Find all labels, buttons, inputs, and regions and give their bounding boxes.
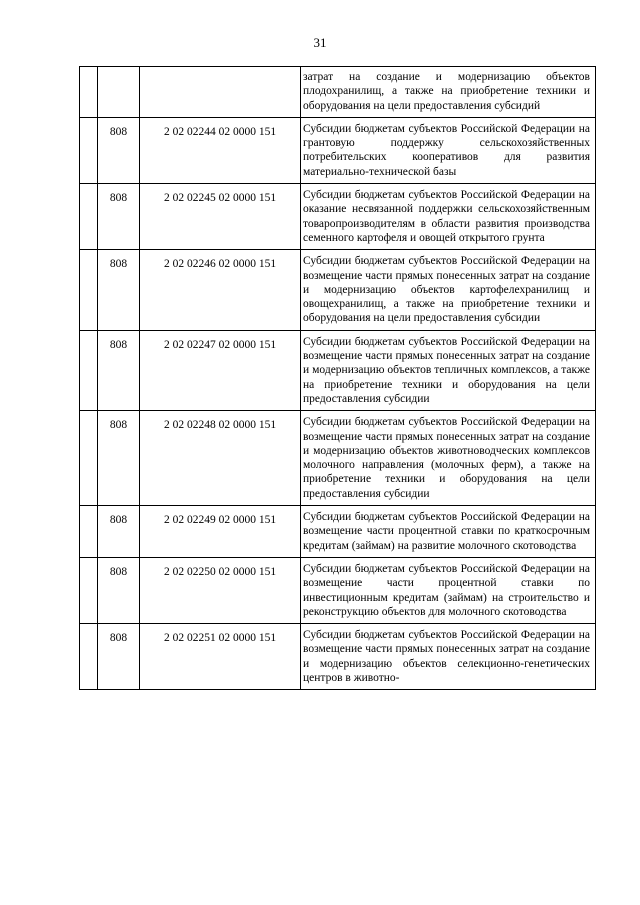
description-cell: [301, 67, 596, 118]
table-row: [80, 557, 596, 623]
budget-codes-table: [79, 66, 596, 690]
row-marker-cell: [80, 117, 98, 183]
budget-code-cell: 2 02 02249 02 0000 151: [140, 506, 301, 558]
description-cell: [301, 250, 596, 330]
description-text: Субсидии бюджетам субъектов Российской Федерации на возмещение части процентной ставки по инвестиционным кредитам (займам) на строительство и реконструкцию объектов для молочного скотоводства: [303, 562, 590, 618]
description-text: Субсидии бюджетам субъектов Российской Федерации на возмещение части прямых понесенных затрат на создание и модернизацию объектов селекционно-генетических центров в животно-: [303, 629, 590, 684]
row-marker-cell: [80, 411, 98, 506]
description-text: Субсидии бюджетам субъектов Российской Федерации на оказание несвязанной поддержки сельскохозяйственным товаропроизводителям в области развития производства семенного картофеля и овощей открытого грунта: [303, 189, 590, 244]
row-marker-cell: [80, 557, 98, 623]
description-text: Субсидии бюджетам субъектов Российской Федерации на возмещение части прямых понесенных затрат на создание и модернизацию объектов картофелехранилищ и овощехранилищ, а также на приобретение техники и оборудования на цели предоставления субсидии: [303, 255, 590, 325]
table-row: [80, 67, 596, 118]
row-marker-cell: [80, 184, 98, 250]
table-row: [80, 117, 596, 183]
admin-code-cell: [98, 67, 140, 118]
description-text: затрат на создание и модернизацию объектов плодохранилищ, а также на приобретение техники и оборудования на цели предоставления субсидий: [303, 71, 590, 112]
description-cell: [301, 117, 596, 183]
budget-code-cell: 2 02 02246 02 0000 151: [140, 250, 301, 330]
budget-code-cell: 2 02 02244 02 0000 151: [140, 117, 301, 183]
admin-code-cell: 808: [98, 506, 140, 558]
table-row: [80, 506, 596, 558]
admin-code-cell: 808: [98, 330, 140, 410]
admin-code-cell: 808: [98, 557, 140, 623]
row-marker-cell: [80, 506, 98, 558]
row-marker-cell: [80, 250, 98, 330]
description-text: Субсидии бюджетам субъектов Российской Федерации на грантовую поддержку сельскохозяйственных потребительских кооперативов для развития материально-технической базы: [303, 122, 590, 178]
description-cell: [301, 330, 596, 410]
description-cell: [301, 184, 596, 250]
table-row: [80, 184, 596, 250]
row-marker-cell: [80, 67, 98, 118]
description-text: Субсидии бюджетам субъектов Российской Федерации на возмещение части процентной ставки по краткосрочным кредитам (займам) на развитие молочного скотоводства: [303, 511, 590, 552]
budget-code-cell: 2 02 02248 02 0000 151: [140, 411, 301, 506]
admin-code-cell: 808: [98, 184, 140, 250]
table-row: [80, 330, 596, 410]
page-number: 31: [313, 35, 327, 50]
budget-code-cell: [140, 67, 301, 118]
description-text: Субсидии бюджетам субъектов Российской Федерации на возмещение части прямых понесенных затрат на создание и модернизацию объектов животноводческих комплексов молочного направления (молочных ферм), а также на приобретение техники и оборудования на цели предоставления субсидии: [303, 416, 590, 500]
table-row: [80, 624, 596, 690]
budget-code-cell: 2 02 02251 02 0000 151: [140, 624, 301, 690]
description-cell: [301, 557, 596, 623]
admin-code-cell: 808: [98, 117, 140, 183]
admin-code-cell: 808: [98, 624, 140, 690]
description-cell: [301, 411, 596, 506]
budget-code-cell: 2 02 02245 02 0000 151: [140, 184, 301, 250]
admin-code-cell: 808: [98, 250, 140, 330]
description-cell: [301, 624, 596, 690]
budget-code-cell: 2 02 02247 02 0000 151: [140, 330, 301, 410]
description-cell: [301, 506, 596, 558]
row-marker-cell: [80, 330, 98, 410]
table-row: [80, 411, 596, 506]
table-row: [80, 250, 596, 330]
admin-code-cell: 808: [98, 411, 140, 506]
budget-code-cell: 2 02 02250 02 0000 151: [140, 557, 301, 623]
table-body: [80, 67, 596, 690]
description-text: Субсидии бюджетам субъектов Российской Федерации на возмещение части прямых понесенных затрат на создание и модернизацию объектов тепличных комплексов, а также на приобретение техники и оборудования на цели предоставления субсидии: [303, 335, 590, 405]
row-marker-cell: [80, 624, 98, 690]
